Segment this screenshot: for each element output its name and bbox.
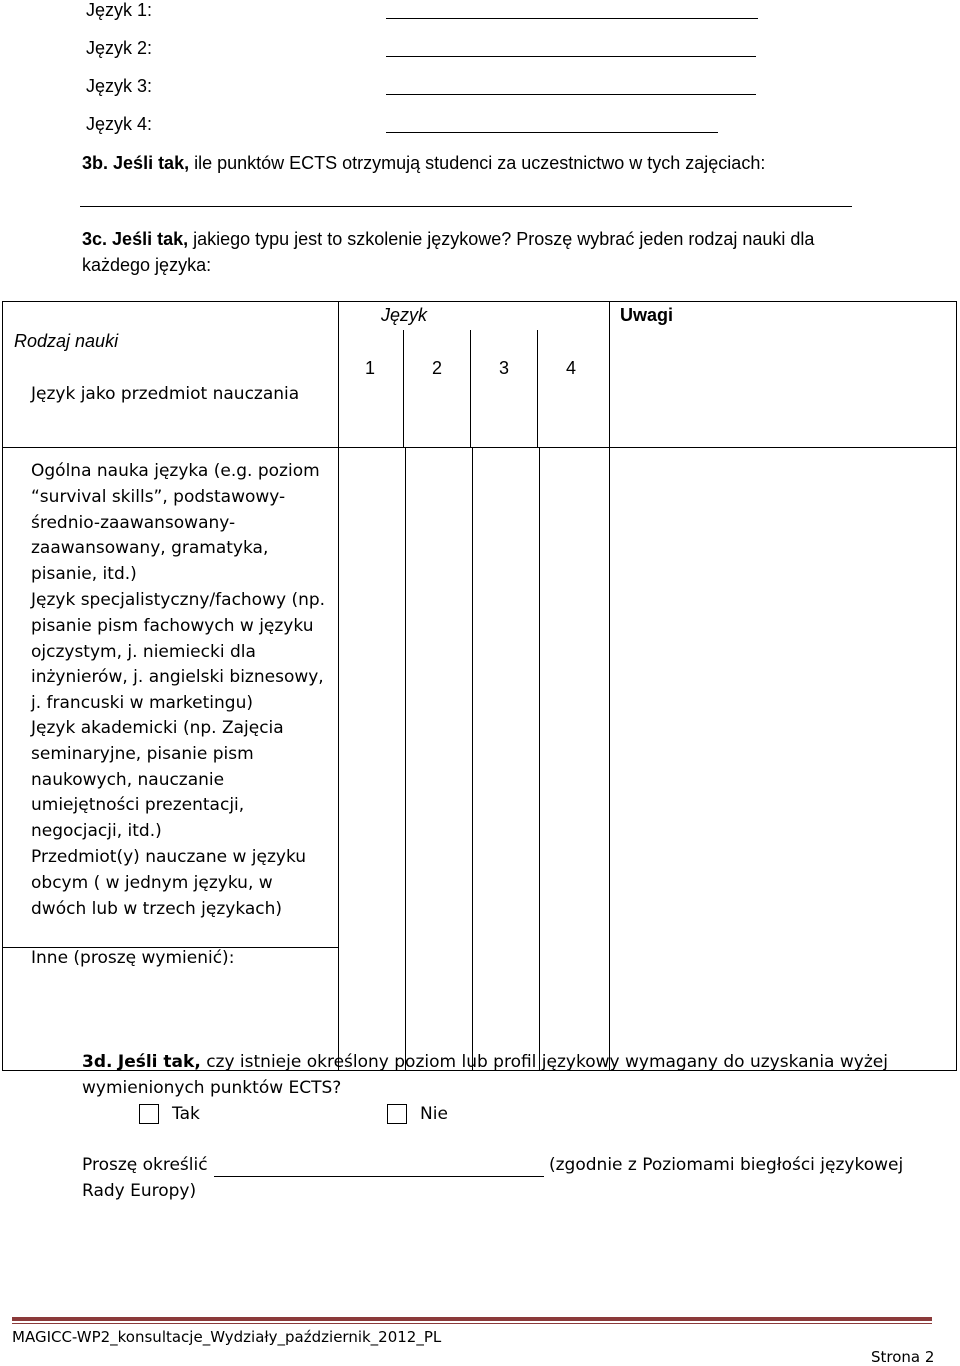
specify-field[interactable] (214, 1176, 544, 1177)
language-1-label: Język 1: (86, 0, 153, 20)
lang-2-cell[interactable] (406, 448, 473, 1071)
language-2-label: Język 2: (86, 38, 153, 58)
row-specialist-language: Język specjalistyczny/fachowy (np. pisanie pism fachowych w języku ojczystym, j. niemiecki dla inżynierów, j. angielski biznesowy, j. francuski w marketingu) (31, 590, 326, 714)
question-3d-number: 3d. (82, 1052, 113, 1072)
language-3-label: Język 3: (86, 76, 153, 96)
header-lang-label: Język (381, 305, 428, 325)
lang-3-cell[interactable] (473, 448, 540, 1071)
question-3c-number: 3c. (82, 229, 108, 249)
question-3c-text-2: każdego języka: (82, 255, 212, 275)
language-3-field[interactable] (386, 94, 756, 95)
question-3b-text: ile punktów ECTS otrzymują studenci za uczestnictwo w tych zajęciach: (189, 153, 766, 173)
question-3d-text-2: wymienionych punktów ECTS? (82, 1078, 342, 1098)
question-3c (82, 229, 814, 250)
lang-divider-1b (403, 330, 404, 448)
language-4-field[interactable] (386, 132, 718, 133)
lang-divider-3 (537, 330, 538, 448)
row-general-language: Ogólna nauka języka (e.g. poziom “survival skills”, podstawowy-średnio-zaawansowany-zaawansowany, gramatyka, pisanie, itd.) (31, 461, 320, 585)
footer-rule-thin (12, 1323, 932, 1324)
language-4-label: Język 4: (86, 114, 153, 134)
language-2-field[interactable] (386, 56, 756, 57)
footer-rule-thick (12, 1317, 932, 1321)
question-3b-number: 3b. (82, 153, 109, 173)
footer-page: Strona 2 (871, 1348, 935, 1366)
lang-divider-2 (470, 330, 471, 448)
yes-checkbox[interactable] (139, 1104, 159, 1124)
lang-number-2: 2 (432, 358, 443, 378)
specify-suffix: (zgodnie z Poziomami biegłości językowej (549, 1155, 904, 1175)
other-row-divider (2, 947, 338, 948)
footer-filename: MAGICC-WP2_konsultacje_Wydziały_październik_2012_PL (12, 1328, 442, 1346)
specify-label: Proszę określić (82, 1155, 208, 1175)
lang-number-3: 3 (499, 358, 510, 378)
lang-1-cell[interactable] (339, 448, 406, 1071)
notes-cell[interactable] (610, 448, 957, 1071)
question-3d-lead: Jeśli tak, (117, 1052, 201, 1072)
no-label: Nie (420, 1104, 448, 1124)
lang-number-4: 4 (566, 358, 577, 378)
question-3d (82, 1052, 888, 1072)
header-notes-label: Uwagi (620, 305, 674, 325)
yes-label: Tak (172, 1104, 200, 1124)
question-3b (82, 153, 765, 174)
row-subjects-in-foreign-language: Przedmiot(y) nauczane w języku obcym ( w jednym języku, w dwóch lub w trzech językach) (31, 847, 307, 919)
question-3d-text: czy istnieje określony poziom lub profil językowy wymagany do uzyskania wyżej (200, 1052, 888, 1072)
no-checkbox[interactable] (387, 1104, 407, 1124)
question-3c-text: jakiego typu jest to szkolenie językowe? Proszę wybrać jeden rodzaj nauki dla (188, 229, 815, 249)
header-type-cell (3, 302, 339, 448)
lang-number-1: 1 (365, 358, 376, 378)
question-3b-answer-field[interactable] (80, 206, 852, 207)
question-3b-lead: Jeśli tak, (113, 153, 190, 173)
question-3c-lead: Jeśli tak, (112, 229, 189, 249)
row-other: Inne (proszę wymienić): (31, 948, 235, 968)
language-1-field[interactable] (386, 18, 758, 19)
row-language-as-subject: Język jako przedmiot nauczania (31, 384, 300, 404)
specify-suffix-2: Rady Europy) (82, 1181, 197, 1201)
row-academic-language: Język akademicki (np. Zajęcia seminaryjne, pisanie pism naukowych, nauczanie umiejętności prezentacji, negocjacji, itd.) (31, 718, 284, 842)
header-type-label: Rodzaj nauki (14, 331, 119, 351)
lang-4-cell[interactable] (540, 448, 610, 1071)
